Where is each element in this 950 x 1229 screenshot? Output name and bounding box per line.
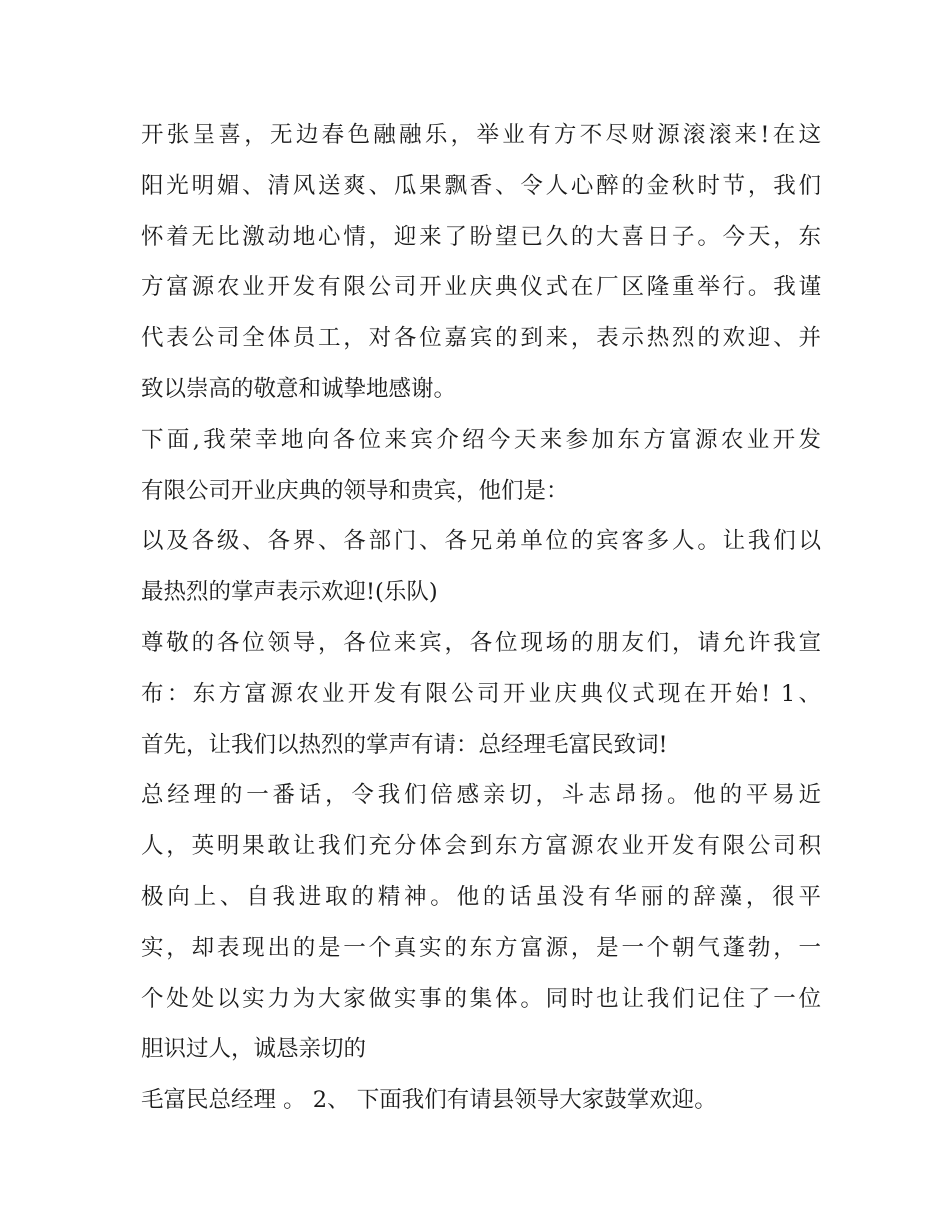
text-line: 胆识过人，诚恳亲切的 bbox=[141, 1036, 367, 1063]
text-line: 极向上、自我进取的精神。他的话虽没有华丽的辞藻，很平 bbox=[141, 883, 821, 910]
text-line: 开张呈喜，无边春色融融乐，举业有方不尽财源滚滚来!在这 bbox=[141, 122, 821, 148]
text-line: 怀着无比激动地心情，迎来了盼望已久的大喜日子。今天，东 bbox=[141, 223, 821, 250]
text-line: 有限公司开业庆典的领导和贵宾，他们是： bbox=[141, 477, 569, 504]
text-line: 个处处以实力为大家做实事的集体。同时也让我们记住了一位 bbox=[141, 985, 821, 1012]
text-line: 尊敬的各位领导，各位来宾，各位现场的朋友们，请允许我宣 bbox=[141, 629, 821, 656]
text-line: 总经理的一番话，令我们倍感亲切，斗志昂扬。他的平易近 bbox=[141, 782, 821, 809]
text-line: 以及各级、各界、各部门、各兄弟单位的宾客多人。让我们以 bbox=[141, 528, 821, 555]
text-line: 阳光明媚、清风送爽、瓜果飘香、令人心醉的金秋时节，我们 bbox=[141, 172, 821, 199]
text-line: 最热烈的掌声表示欢迎!(乐队) bbox=[141, 579, 438, 606]
text-line: 代表公司全体员工，对各位嘉宾的到来，表示热烈的欢迎、并 bbox=[141, 325, 821, 352]
text-line: 人，英明果敢让我们充分体会到东方富源农业开发有限公司积 bbox=[141, 833, 821, 860]
text-line: 首先，让我们以热烈的掌声有请：总经理毛富民致词! bbox=[141, 731, 668, 758]
text-line: 方富源农业开发有限公司开业庆典仪式在厂区隆重举行。我谨 bbox=[141, 274, 821, 301]
text-line: 实，却表现出的是一个真实的东方富源，是一个朝气蓬勃，一 bbox=[141, 934, 821, 961]
text-line: 致以崇高的敬意和诚挚地感谢。 bbox=[141, 375, 457, 402]
document-page bbox=[141, 110, 821, 1126]
text-line: 毛富民总经理 。 2、 下面我们有请县领导大家鼓掌欢迎。 bbox=[141, 1087, 717, 1114]
text-line: 布：东方富源农业开发有限公司开业庆典仪式现在开始! 1、 bbox=[141, 680, 821, 707]
text-line: 下面,我荣幸地向各位来宾介绍今天来参加东方富源农业开发 bbox=[141, 426, 821, 453]
